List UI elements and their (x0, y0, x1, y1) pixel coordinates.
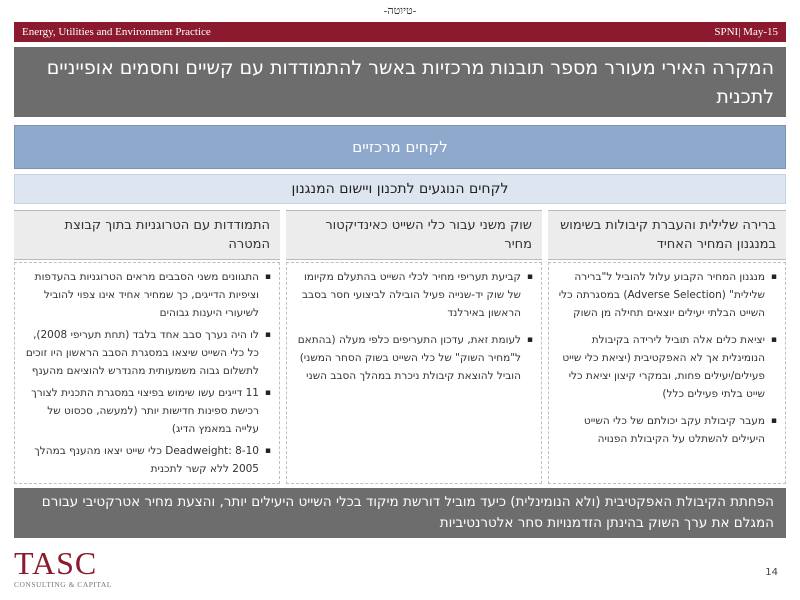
bullet-text: Deadweight: 8-10 כלי שייט יצאו מהענף במהלך 2005 ללא קשר לתכנית (34, 445, 259, 475)
list-item (557, 268, 777, 322)
bullet-icon: ▪ (770, 335, 777, 345)
relevant-lessons-box: לקחים הנוגעים לתכנון ויישום המנגנון (14, 174, 786, 204)
bullet-text: מעבר קיבולת עקב יכולתם של כלי השייט היעילים להשתלט על הקיבולת הפנויה (583, 415, 765, 445)
list-item (557, 331, 777, 403)
logo-subtitle: CONSULTING & CAPITAL (14, 580, 112, 589)
bullet-icon: ▪ (770, 416, 777, 426)
central-lessons-box: לקחים מרכזיים (14, 125, 786, 169)
bullet-text: יציאת כלים אלה תוביל לירידה בקיבולת הנומינלית אך לא האפקטיבית (יציאת כלי שייט פעילים/יעילים פחות, ובמקרי קיצון יציאת כלי שייט בלתי פעילים כלל) (562, 334, 765, 400)
bullet-icon: ▪ (264, 388, 271, 398)
list-item (23, 326, 271, 380)
list-item (23, 268, 271, 322)
column-body-heterogeneity (14, 262, 280, 484)
date-label: SPNI| May-15 (714, 26, 778, 38)
bullet-text: לעומת זאת, עדכון התעריפים כלפי מעלה (בהתאם ל"מחיר השוק" של כלי השייט בשוק הסחר המשני) הוביל להוצאת קיבולת ניכרת במהלך הסבב השני (297, 334, 521, 382)
bullet-text: קביעת תעריפי מחיר לכלי השייט בהתעלם מקיומו של שוק יד-שנייה פעיל הובילה לביצועי חסר בסבב הראשון באירלנד (301, 271, 521, 319)
draft-mark: -טיוטה- (383, 5, 417, 17)
bullet-text: לו היה נערך סבב אחד בלבד (תחת תעריפי 2008), כל כלי השייט שיצאו במסגרת הסבב הראשון היו זוכים לתשלום גבוה משמעותית מהנדרש להוציאם מהענף (25, 329, 259, 377)
bullet-text: מנגנון המחיר הקבוע עלול להוביל ל"ברירה שלילית" (Adverse Selection) במסגרתה כלי השייט הבלתי יעילים יוצאים תחילה מן השוק (558, 271, 765, 319)
bullet-icon: ▪ (264, 272, 271, 282)
list-item (295, 268, 533, 322)
bullet-icon: ▪ (264, 330, 271, 340)
list-item (557, 412, 777, 448)
logo-mark: TASC (14, 545, 98, 581)
column-heading-adverse-selection: ברירה שלילית והעברת קיבולות בשימוש במנגנון המחיר האחיד (548, 210, 786, 260)
column-heading-heterogeneity: התמודדות עם הטרוגניות בתוך קבוצת המטרה (14, 210, 280, 260)
slide-title: המקרה האירי מעורר מספר תובנות מרכזיות באשר להתמודדות עם קשיים וחסמים אופייניים לתכנית (14, 47, 786, 117)
company-logo (14, 546, 124, 591)
list-item (295, 331, 533, 385)
conclusion-bar: הפחתת הקיבולת האפקטיבית (ולא הנומינלית) כיעד מוביל דורשת מיקוד בכלי השייט היעילים יותר, והצעת מחיר אטרקטיבי עבורם המגלם את ערך השוק בהינתן הזדמנויות סחר אלטרנטיביות (14, 488, 786, 538)
bullet-text: 11 דייגים עשו שימוש בפיצוי במסגרת התכנית לצורך רכישת ספינות חדישות יותר (למעשה, סכסוט של עלייה במאמץ הדיג) (31, 387, 259, 435)
practice-label: Energy, Utilities and Environment Practice (22, 26, 211, 38)
bullet-icon: ▪ (526, 335, 533, 345)
bullet-icon: ▪ (770, 272, 777, 282)
header-bar (14, 22, 786, 42)
list-item (23, 384, 271, 438)
column-body-adverse-selection (548, 262, 786, 484)
bullet-icon: ▪ (526, 272, 533, 282)
bullet-text: התגוונים משני הסבבים מראים הטרוגניות בהעדפות וציפיות הדייגים, כך שמחיר אחיד אינו צפוי להוביל לשיעורי היענות גבוהים (34, 271, 259, 319)
column-body-secondary-market (286, 262, 542, 484)
bullet-icon: ▪ (264, 446, 271, 456)
column-heading-secondary-market: שוק משני עבור כלי השייט כאינדיקטור מחיר (286, 210, 542, 260)
list-item (23, 442, 271, 478)
page-number: 14 (765, 567, 778, 578)
